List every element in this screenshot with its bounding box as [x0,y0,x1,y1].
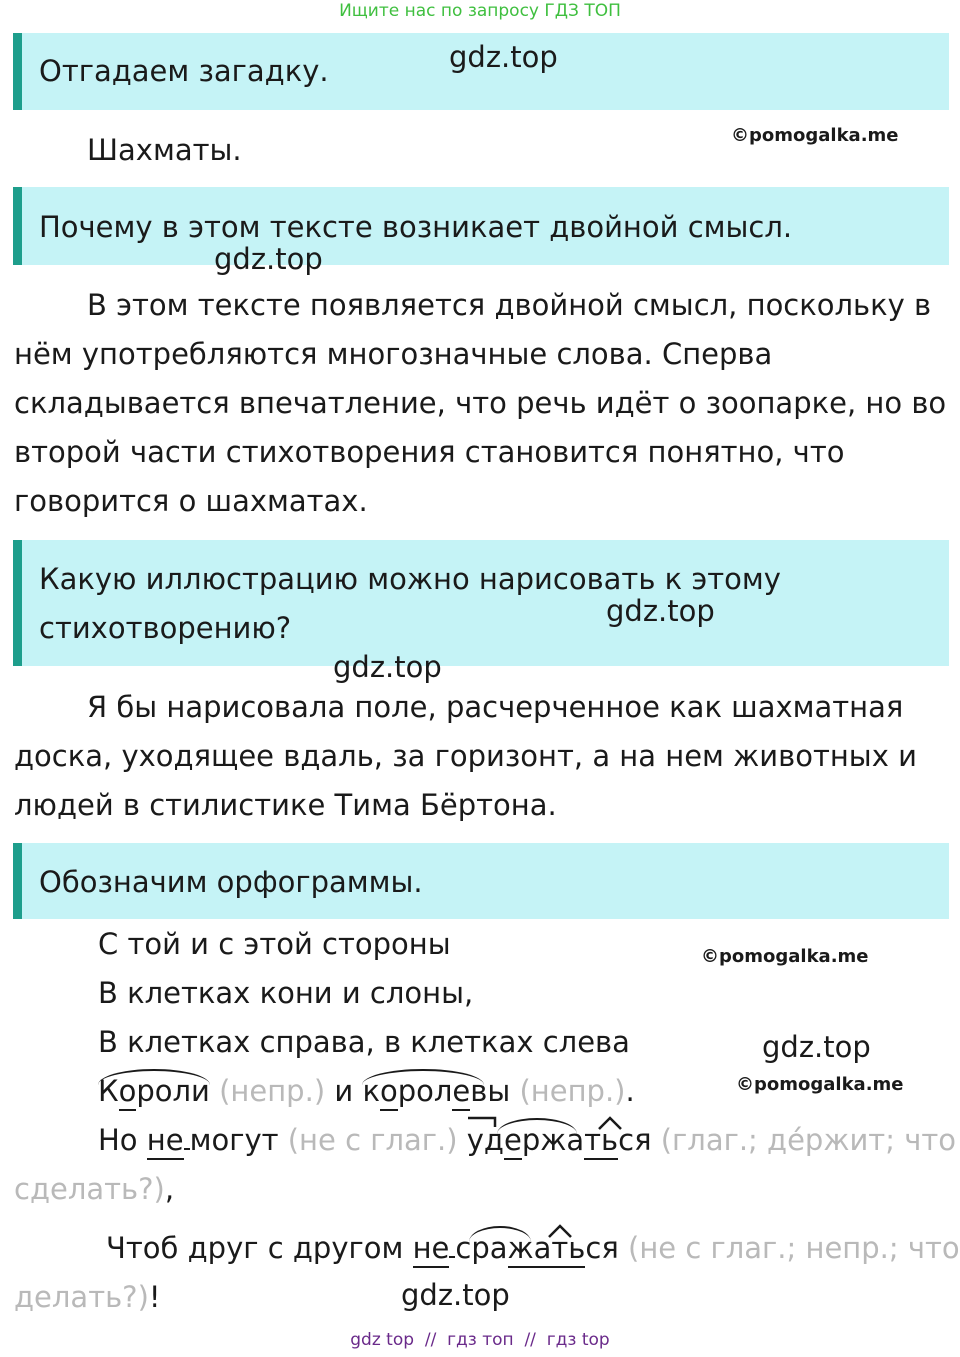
watermark-gdz-5: gdz.top [762,1030,871,1064]
note-ne-s-glag: (не с глаг.) [287,1123,458,1157]
poem-line-6 [14,1165,174,1214]
heading-illustration-line-2: стихотворению? [39,611,292,645]
vowel-underline: е [504,1123,522,1160]
watermark-gdz-3: gdz.top [606,594,715,628]
answer-line: второй части стихотворения становится понятно, что [14,435,845,469]
letter: к [362,1074,380,1108]
particle-ne: не [413,1231,450,1268]
word-koroli [98,1067,210,1116]
poem-line-4 [98,1067,635,1116]
heading-bar-spelling [13,843,949,919]
letter: ржа [521,1123,585,1157]
letter: вы [470,1074,511,1108]
heading-bar-illustration [13,540,949,666]
answer-line: людей в стилистике Тима Бёртона. [14,788,557,822]
period: . [625,1074,635,1108]
letter: ся [585,1231,619,1265]
poem-line-1: С той и с этой стороны [98,927,451,961]
vowel-underline: о [380,1074,398,1111]
poem-line-3: В клетках справа, в клетках слева [98,1025,630,1059]
prefix-mark-icon [467,1114,497,1128]
answer-line: доска, уходящее вдаль, за горизонт, а на нем животных и [14,739,917,773]
heading-bar-double-meaning [13,187,949,265]
answer-illustration [14,683,949,830]
root-arc-mark [497,1118,577,1134]
header-search-hint[interactable]: Ищите нас по запросу ГДЗ ТОП [339,1,621,21]
note-chto-delat: делать?) [14,1280,149,1314]
answer-line: говорится о шахматах. [14,484,368,518]
watermark-gdz-4: gdz.top [333,650,442,684]
answer-line: нём употребляются многозначные слова. Сперва [14,337,773,371]
letter: рол [397,1074,453,1108]
vowel-underline: жа [508,1231,552,1268]
letter: ся [618,1123,652,1157]
note-nepr-2: (непр.) [519,1074,626,1108]
comma: , [164,1172,175,1206]
answer-riddle: Шахматы. [87,133,242,167]
root-arc-mark [362,1069,483,1085]
letter: К [98,1074,119,1108]
word-srazhatsya [455,1224,618,1273]
suffix-mark-icon [597,1116,623,1130]
vowel-underline: е [452,1074,470,1111]
note-glag-1: (глаг.; де́ржит; что [660,1123,956,1157]
letter: роли [136,1074,210,1108]
poem-line-2: В клетках кони и слоны, [98,976,474,1010]
word-korolevy [362,1067,510,1116]
suffix-mark-icon [547,1224,573,1238]
watermark-gdz-6: gdz.top [401,1278,510,1312]
root-arc-mark [98,1069,210,1085]
poem-line-7 [106,1224,960,1273]
watermark-gdz-2: gdz.top [214,242,323,276]
watermark-pomogalka-3: ©pomogalka.me [736,1074,904,1095]
poem-line-5 [98,1116,956,1165]
heading-spelling: Обозначим орфограммы. [39,865,423,899]
exclamation: ! [148,1280,161,1314]
answer-line: В этом тексте появляется двойной смысл, поскольку в [87,288,932,322]
footer-links[interactable]: gdz top // гдз топ // гдз top [350,1330,610,1350]
note-ne-s-glag-2: (не с глаг.; непр.; что [628,1231,960,1265]
answer-line: Я бы нарисовала поле, расчерченное как шахматная [87,690,904,724]
watermark-pomogalka-2: ©pomogalka.me [701,946,869,967]
letter: сра [455,1231,508,1265]
answer-double-meaning [14,281,949,526]
heading-riddle: Отгадаем загадку. [39,54,329,88]
word-and: и [334,1074,354,1108]
vowel-underline: о [119,1074,137,1111]
root-arc-mark [469,1226,531,1242]
note-glag-2: сделать?) [14,1172,165,1206]
soft-sign-underline: ть [551,1231,585,1268]
particle-ne: не [147,1123,184,1160]
soft-sign-underline: ть [584,1123,618,1160]
heading-illustration-line-1: Какую иллюстрацию можно нарисовать к этому [39,562,781,596]
poem-line-8 [14,1273,161,1322]
watermark-gdz-1: gdz.top [449,40,558,74]
heading-double-meaning: Почему в этом тексте возникает двойной смысл. [39,210,793,244]
answer-line: складывается впечатление, что речь идёт о зоопарке, но во [14,386,947,420]
note-nepr-1: (непр.) [219,1074,326,1108]
watermark-pomogalka-1: ©pomogalka.me [731,125,899,146]
word: Но [98,1123,138,1157]
word-uderzhatsya [467,1116,652,1165]
letter: уд [466,1123,504,1157]
word: могут [189,1123,279,1157]
words: Чтоб друг с другом [106,1231,404,1265]
